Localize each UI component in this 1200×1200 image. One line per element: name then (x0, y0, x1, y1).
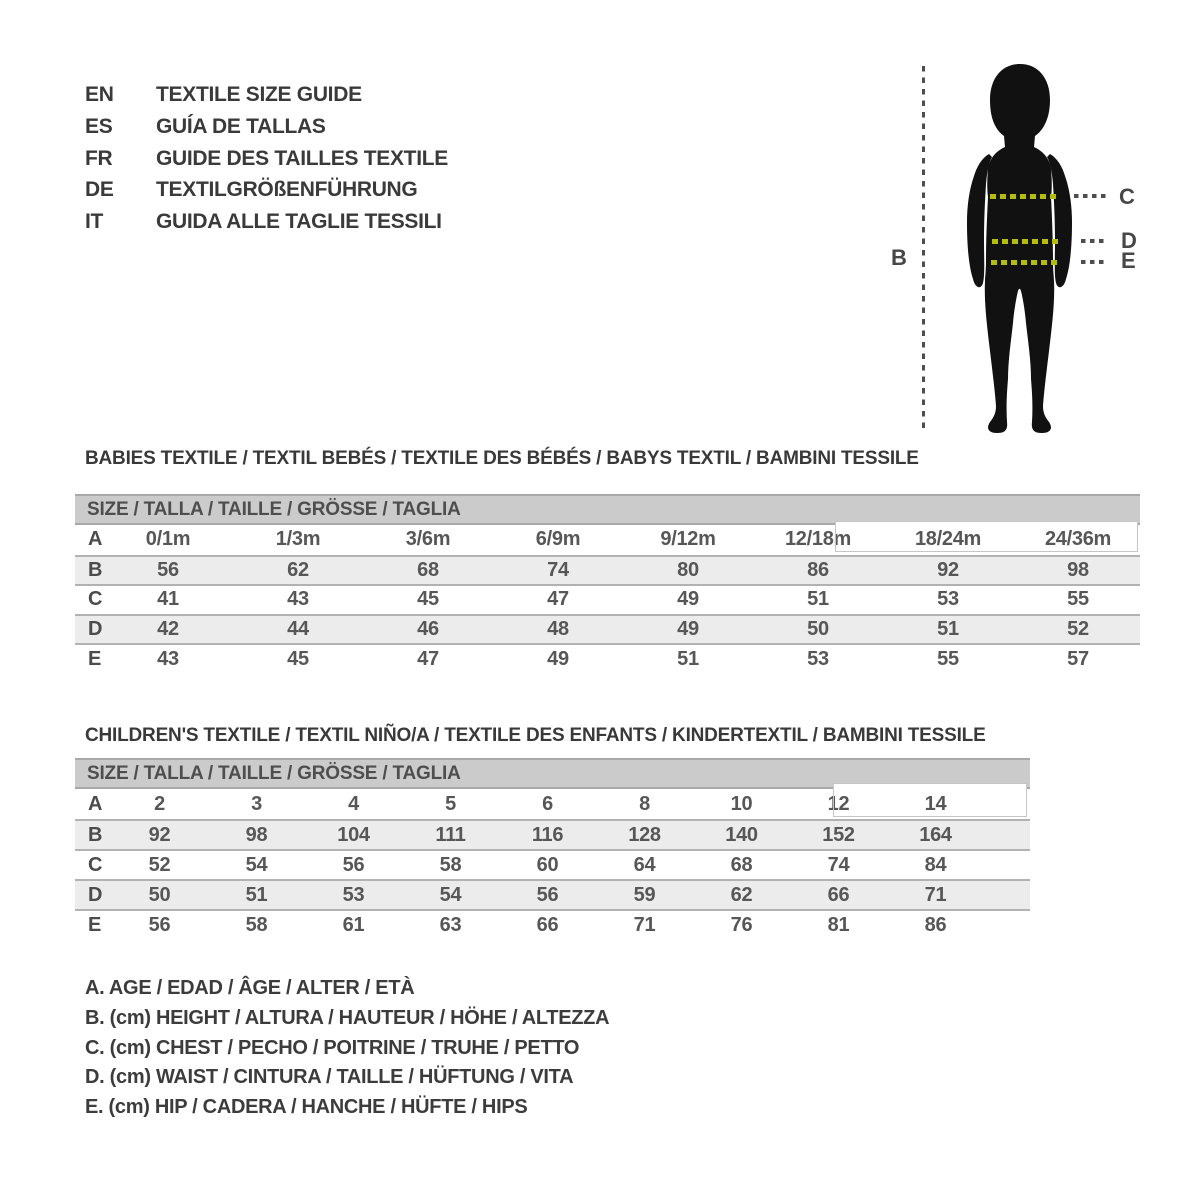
table-cell: 53 (342, 883, 365, 906)
table-cell: 152 (822, 823, 855, 846)
table-cell: 51 (807, 588, 829, 611)
row-label: A (88, 528, 103, 551)
language-list (85, 79, 448, 238)
table-cell: 2 (154, 792, 165, 815)
table-cell: 92 (148, 823, 171, 846)
row-label: B (88, 823, 103, 846)
table-cell: 54 (439, 883, 462, 906)
table-cell: 84 (924, 853, 947, 876)
waist-leader-line (1081, 239, 1105, 243)
language-row (85, 206, 448, 238)
table-cell: 9/12m (660, 528, 716, 551)
child-silhouette-icon (962, 62, 1077, 434)
table-cell: 5 (445, 792, 456, 815)
chest-label: C (1119, 184, 1135, 209)
table-cell: 51 (677, 647, 699, 670)
table-row (75, 909, 1030, 939)
size-header-row: SIZE / TALLA / TAILLE / GRÖSSE / TAGLIA (75, 494, 1140, 525)
table-cell: 3/6m (405, 528, 451, 551)
table-cell: 92 (937, 558, 959, 581)
table-cell: 56 (342, 853, 365, 876)
table-cell: 56 (157, 558, 179, 581)
table-row (75, 643, 1140, 673)
table-cell: 66 (536, 913, 559, 936)
table-cell: 80 (677, 558, 699, 581)
table-cell: 76 (730, 913, 753, 936)
language-title: GUIDA ALLE TAGLIE TESSILI (156, 210, 442, 234)
hip-label: E (1121, 248, 1136, 273)
table-row (75, 584, 1140, 614)
table-cell: 140 (725, 823, 758, 846)
table-cell: 51 (245, 883, 268, 906)
language-code: IT (85, 210, 104, 234)
table-row (75, 849, 1030, 879)
table-cell: 74 (827, 853, 850, 876)
table-cell: 59 (633, 883, 656, 906)
table-cell: 4 (348, 792, 359, 815)
language-code: FR (85, 146, 113, 170)
table-row (75, 525, 1140, 555)
table-cell: 52 (1067, 618, 1089, 641)
legend-line: D. (cm) WAIST / CINTURA / TAILLE / HÜFTUNG / VITA (85, 1066, 574, 1089)
babies-table-body (75, 525, 1140, 673)
table-cell: 54 (245, 853, 268, 876)
table-cell: 62 (287, 558, 309, 581)
table-cell: 63 (439, 913, 462, 936)
table-cell: 12 (827, 792, 850, 815)
measurement-legend (85, 974, 609, 1123)
children-table-body (75, 789, 1030, 939)
table-cell: 111 (435, 823, 466, 846)
table-cell: 43 (157, 647, 179, 670)
table-cell: 49 (677, 618, 699, 641)
table-cell: 74 (547, 558, 569, 581)
table-cell: 44 (287, 618, 309, 641)
table-cell: 47 (547, 588, 569, 611)
table-row (75, 879, 1030, 909)
language-title: GUÍA DE TALLAS (156, 114, 326, 138)
table-cell: 6/9m (535, 528, 581, 551)
table-cell: 86 (807, 558, 829, 581)
chest-dash-line (990, 194, 1058, 199)
language-row (85, 174, 448, 206)
table-cell: 68 (417, 558, 439, 581)
legend-line: A. AGE / EDAD / ÂGE / ALTER / ETÀ (85, 977, 415, 999)
language-title: TEXTILGRÖßENFÜHRUNG (156, 178, 418, 202)
table-cell: 57 (1067, 647, 1089, 670)
table-cell: 6 (542, 792, 553, 815)
size-header-row: SIZE / TALLA / TAILLE / GRÖSSE / TAGLIA (75, 758, 1030, 789)
table-cell: 116 (531, 823, 564, 846)
table-cell: 42 (157, 618, 179, 641)
table-cell: 49 (547, 647, 569, 670)
legend-line: E. (cm) HIP / CADERA / HANCHE / HÜFTE / HIPS (85, 1096, 528, 1119)
language-row (85, 79, 448, 111)
table-cell: 58 (245, 913, 268, 936)
language-row (85, 111, 448, 143)
table-row (75, 614, 1140, 644)
table-cell: 45 (287, 647, 309, 670)
table-cell: 0/1m (145, 528, 191, 551)
table-cell: 45 (417, 588, 439, 611)
table-cell: 1/3m (275, 528, 321, 551)
row-label: B (88, 558, 103, 581)
table-cell: 55 (937, 647, 959, 670)
children-section-title: CHILDREN'S TEXTILE / TEXTIL NIÑO/A / TEXTILE DES ENFANTS / KINDERTEXTIL / BAMBINI TESSILE (85, 725, 986, 746)
language-title: GUIDE DES TAILLES TEXTILE (156, 146, 448, 170)
table-cell: 46 (417, 618, 439, 641)
table-cell: 71 (924, 883, 947, 906)
table-cell: 14 (924, 792, 947, 815)
table-cell: 68 (730, 853, 753, 876)
row-label: A (88, 792, 103, 815)
table-cell: 47 (417, 647, 439, 670)
language-code: EN (85, 83, 114, 106)
table-cell: 49 (677, 588, 699, 611)
table-cell: 53 (807, 647, 829, 670)
table-cell: 98 (1067, 558, 1089, 581)
children-size-table (75, 758, 1030, 939)
table-cell: 56 (536, 883, 559, 906)
table-cell: 164 (919, 823, 952, 846)
table-cell: 71 (633, 913, 656, 936)
row-label: D (88, 883, 103, 906)
table-cell: 24/36m (1044, 528, 1112, 551)
row-label: E (88, 647, 102, 670)
row-label: C (88, 588, 103, 611)
table-cell: 43 (287, 588, 309, 611)
babies-size-table (75, 494, 1140, 673)
hip-dash-line (991, 260, 1061, 265)
table-cell: 50 (807, 618, 829, 641)
table-cell: 3 (251, 792, 262, 815)
table-cell: 48 (547, 618, 569, 641)
table-cell: 98 (245, 823, 268, 846)
table-cell: 10 (730, 792, 753, 815)
table-cell: 52 (148, 853, 171, 876)
table-cell: 86 (924, 913, 947, 936)
table-row (75, 555, 1140, 585)
waist-label: D (1121, 228, 1137, 253)
table-cell: 55 (1067, 588, 1089, 611)
table-cell: 60 (536, 853, 559, 876)
table-cell: 56 (148, 913, 171, 936)
table-cell: 61 (342, 913, 365, 936)
table-cell: 18/24m (914, 528, 982, 551)
table-cell: 53 (937, 588, 959, 611)
language-code: ES (85, 114, 113, 138)
chest-leader-line (1074, 194, 1106, 198)
table-cell: 8 (639, 792, 650, 815)
legend-line: B. (cm) HEIGHT / ALTURA / HAUTEUR / HÖHE / ALTEZZA (85, 1006, 610, 1029)
language-code: DE (85, 178, 114, 202)
table-row (75, 789, 1030, 819)
hip-leader-line (1081, 260, 1105, 264)
row-label: E (88, 913, 102, 936)
language-title: TEXTILE SIZE GUIDE (156, 83, 362, 106)
row-label: D (88, 618, 103, 641)
table-cell: 66 (827, 883, 850, 906)
waist-dash-line (992, 239, 1058, 244)
height-measure-line (922, 66, 925, 432)
table-cell: 41 (157, 588, 179, 611)
table-cell: 12/18m (784, 528, 852, 551)
table-cell: 50 (148, 883, 171, 906)
table-cell: 104 (337, 823, 370, 846)
table-cell: 51 (937, 618, 959, 641)
row-label: C (88, 853, 103, 876)
table-cell: 62 (730, 883, 753, 906)
language-row (85, 143, 448, 175)
height-label: B (891, 245, 907, 270)
table-cell: 58 (439, 853, 462, 876)
table-cell: 81 (827, 913, 850, 936)
table-row (75, 819, 1030, 849)
table-cell: 128 (628, 823, 661, 846)
babies-section-title: BABIES TEXTILE / TEXTIL BEBÉS / TEXTILE DES BÉBÉS / BABYS TEXTIL / BAMBINI TESSILE (85, 448, 919, 469)
legend-line: C. (cm) CHEST / PECHO / POITRINE / TRUHE / PETTO (85, 1036, 580, 1059)
table-cell: 64 (633, 853, 656, 876)
